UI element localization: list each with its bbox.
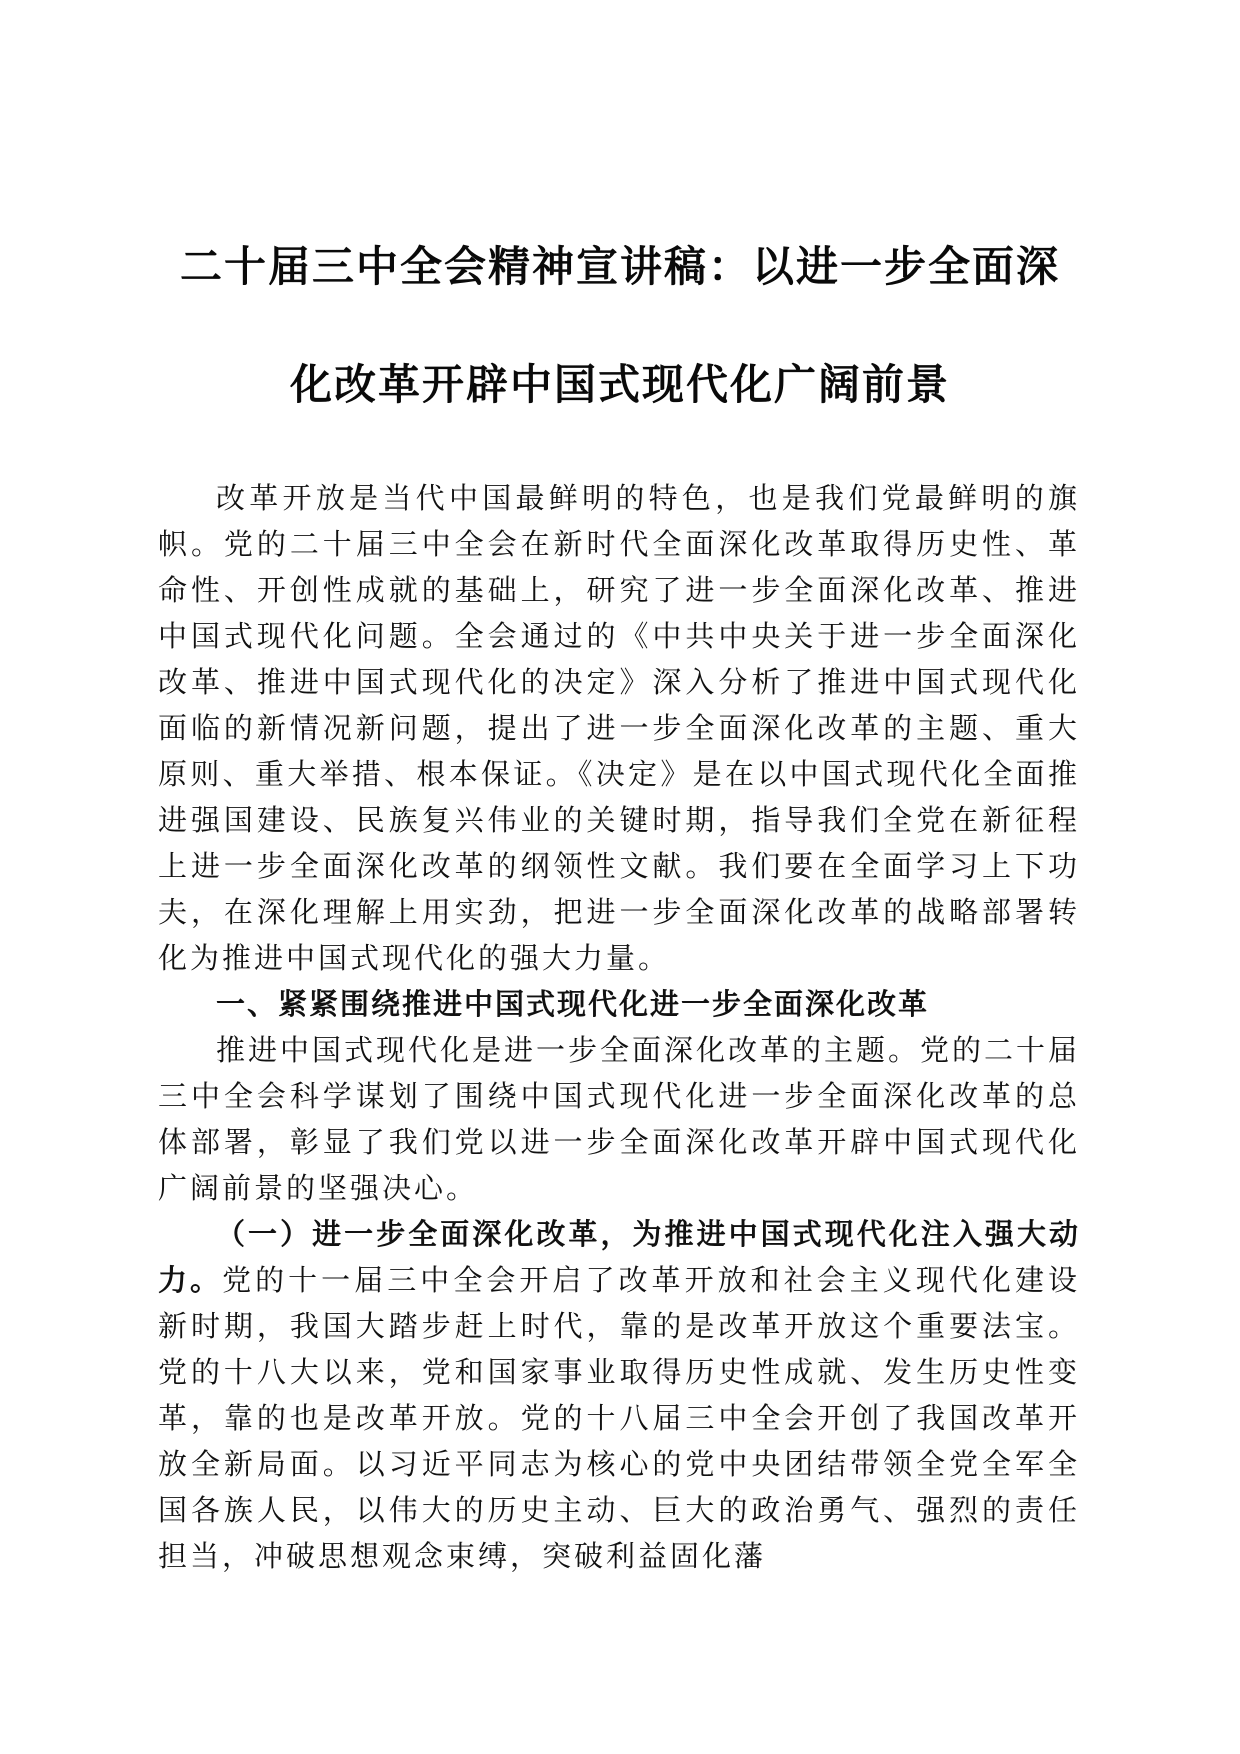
paragraph-intro: 改革开放是当代中国最鲜明的特色，也是我们党最鲜明的旗帜。党的二十届三中全会在新时代全面深化改革取得历史性、革命性、开创性成就的基础上，研究了进一步全面深化改革、推进中国式现代化问题。全会通过的《中共中央关于进一步全面深化改革、推进中国式现代化的决定》深入分析了推进中国式现代化面临的新情况新问题，提出了进一步全面深化改革的主题、重大原则、重大举措、根本保证。《决定》是在以中国式现代化全面推进强国建设、民族复兴伟业的关键时期，指导我们全党在新征程上进一步全面深化改革的纲领性文献。我们要在全面学习上下功夫，在深化理解上用实劲，把进一步全面深化改革的战略部署转化为推进中国式现代化的强大力量。 — [158, 481, 1080, 975]
paragraph-subsection-1 — [158, 1211, 1080, 1579]
subsection-body-1: 党的十一届三中全会开启了改革开放和社会主义现代化建设新时期，我国大踏步赶上时代，靠的是改革开放这个重要法宝。党的十八大以来，党和国家事业取得历史性成就、发生历史性变革，靠的也是改革开放。党的十八届三中全会开创了我国改革开放全新局面。以习近平同志为核心的党中央团结带领全党全军全国各族人民，以伟大的历史主动、巨大的政治勇气、强烈的责任担当，冲破思想观念束缚，突破利益固化藩 — [158, 1263, 1080, 1573]
document-title-line-1: 二十届三中全会精神宣讲稿：以进一步全面深 — [179, 242, 1060, 291]
paragraph-section1-intro: 推进中国式现代化是进一步全面深化改革的主题。党的二十届三中全会科学谋划了围绕中国式现代化进一步全面深化改革的总体部署，彰显了我们党以进一步全面深化改革开辟中国式现代化广阔前景的坚强决心。 — [158, 1033, 1081, 1205]
section-heading-1: 一、紧紧围绕推进中国式现代化进一步全面深化改革 — [216, 987, 930, 1021]
document-body — [158, 475, 1080, 1579]
document-title-line-2: 化改革开辟中国式现代化广阔前景 — [289, 360, 950, 409]
subsection-lead-1: （一）进一步全面深化改革，为推进中国式现代化注入强大动力。 — [158, 1217, 1080, 1297]
